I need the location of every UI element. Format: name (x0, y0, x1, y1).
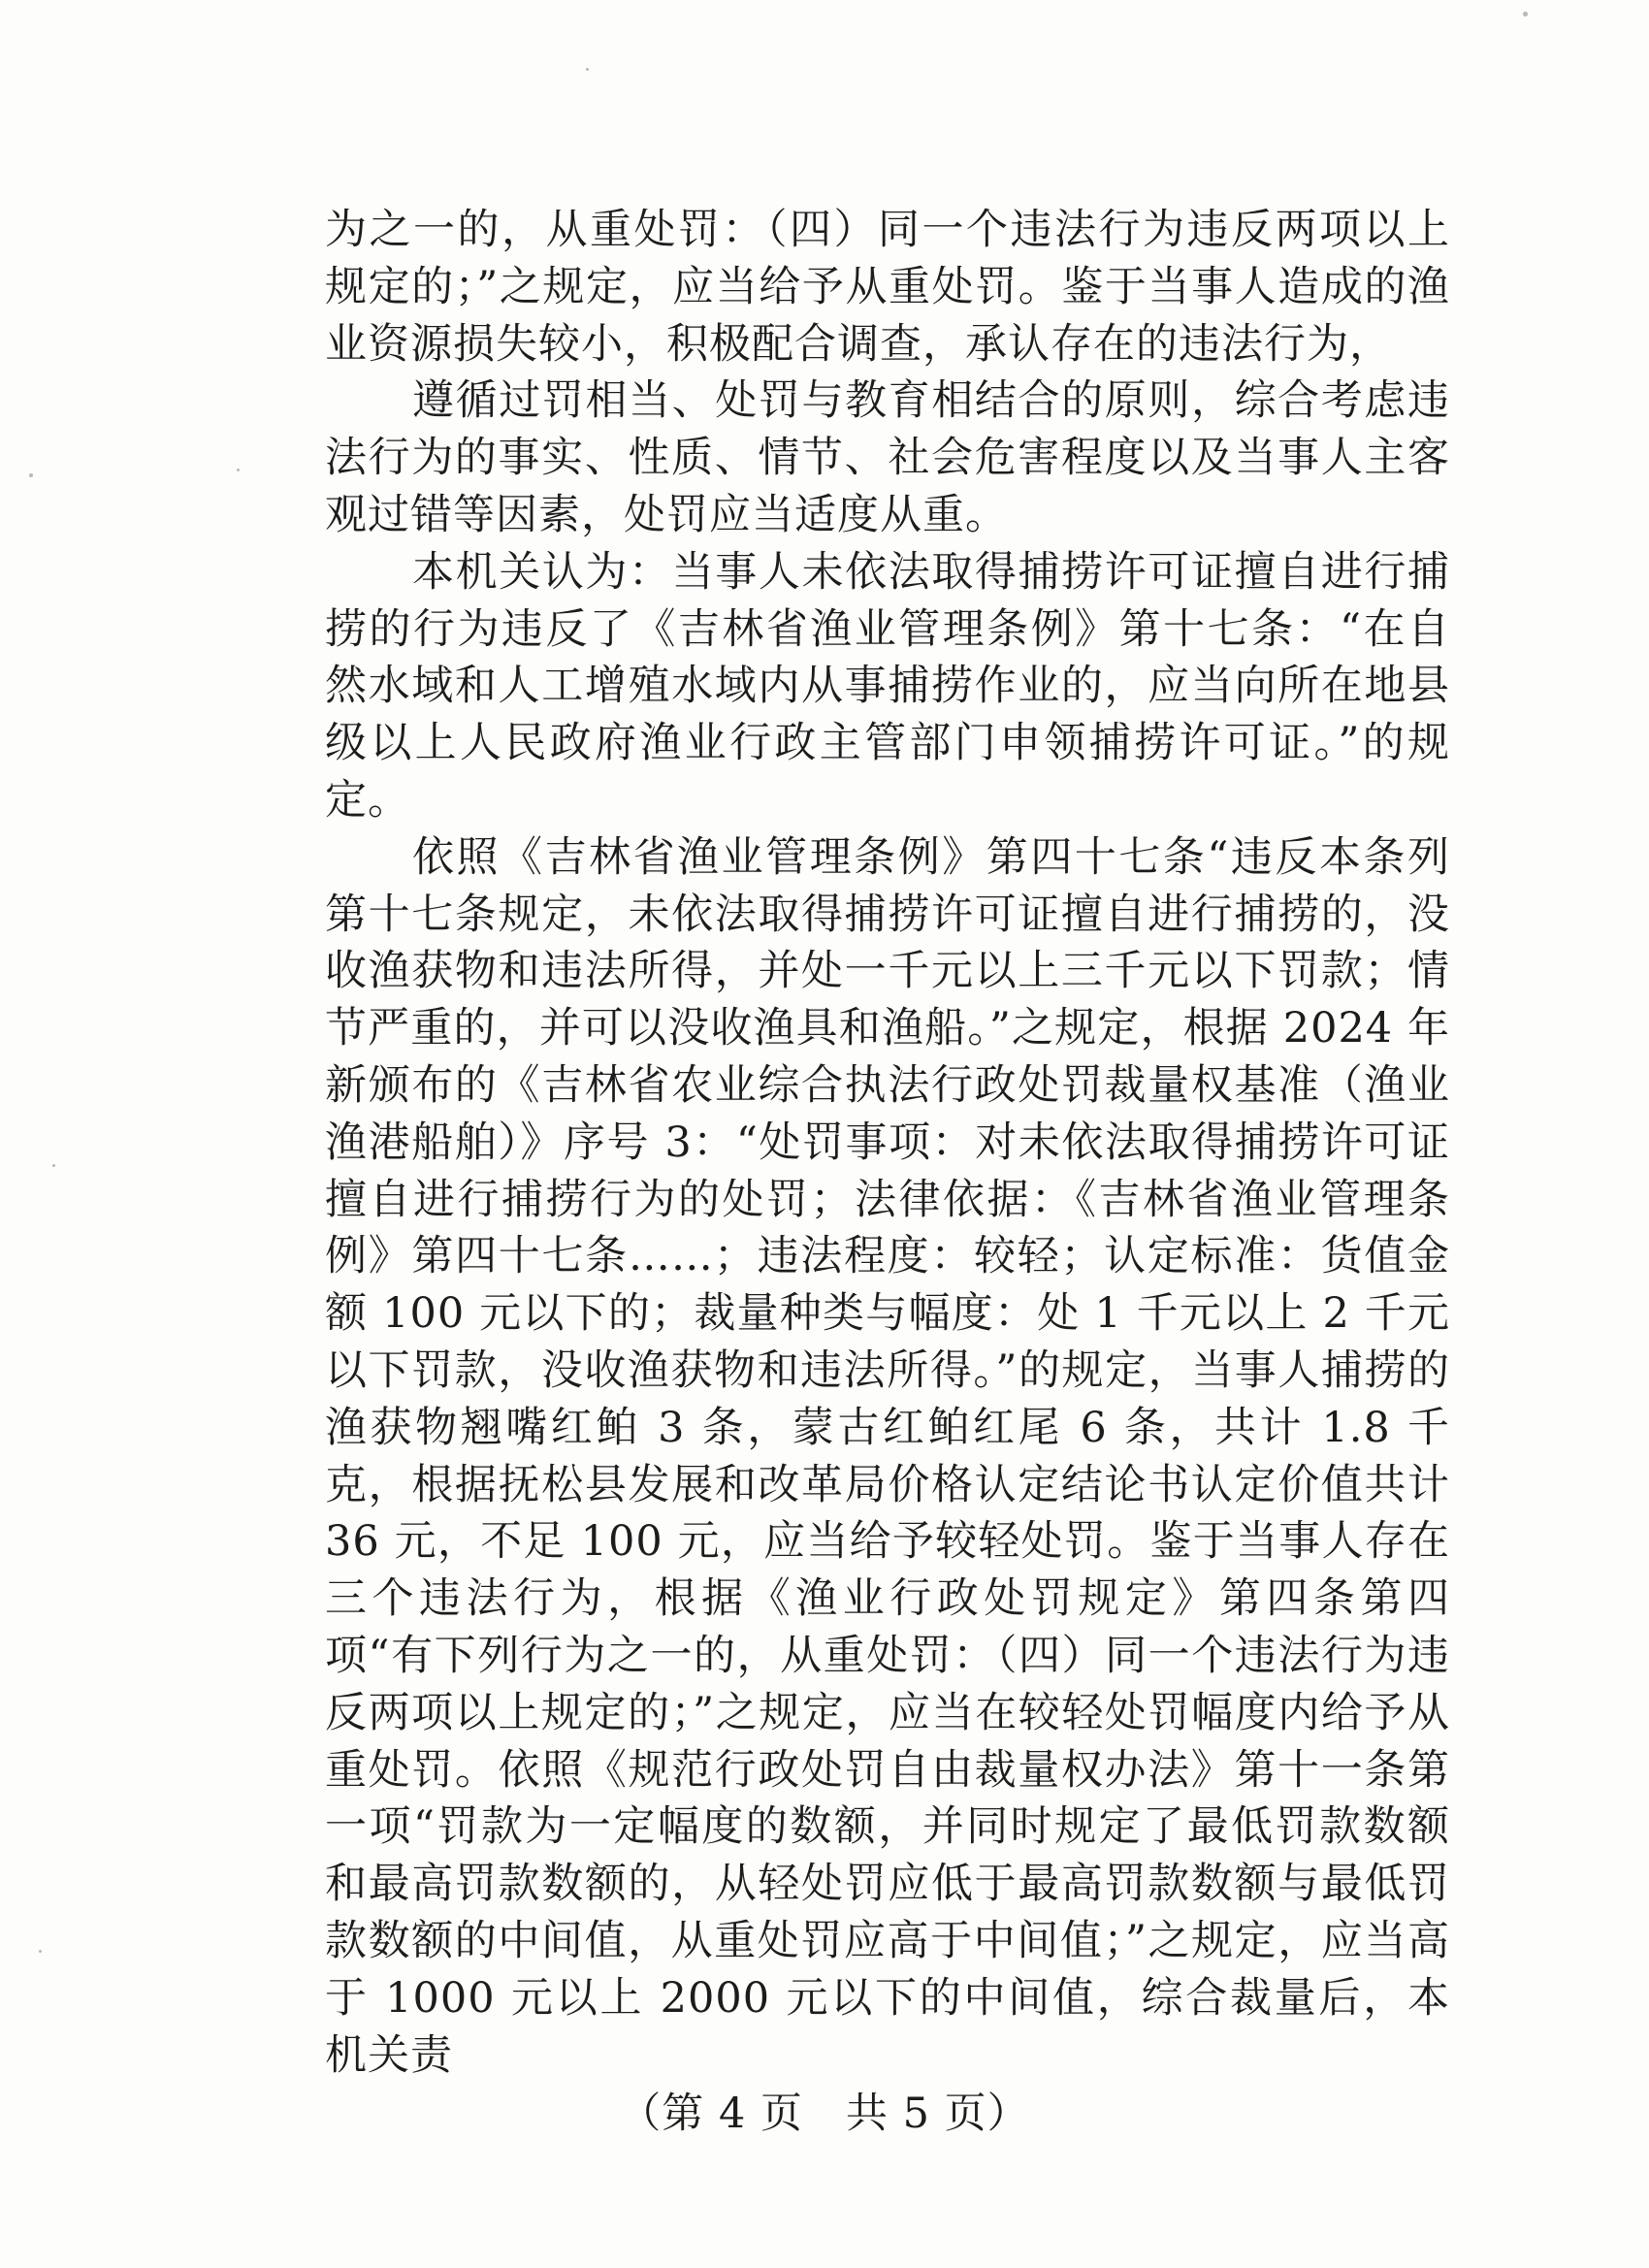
scan-speck (237, 469, 240, 471)
paragraph-principle: 遵循过罚相当、处罚与教育相结合的原则，综合考虑违法行为的事实、性质、情节、社会危害程度以及当事人主客观过错等因素，处罚应当适度从重。 (325, 376, 1450, 539)
scan-speck (29, 473, 33, 477)
paragraph-continuation: 为之一的，从重处罚：（四）同一个违法行为违反两项以上规定的；”之规定，应当给予从重处罚。鉴于当事人造成的渔业资源损失较小，积极配合调查，承认存在的违法行为， (325, 206, 1450, 369)
paragraph-legal-basis: 依照《吉林省渔业管理条例》第四十七条“违反本条列第十七条规定，未依法取得捕捞许可证擅自进行捕捞的，没收渔获物和违法所得，并处一千元以上三千元以下罚款；情节严重的，并可以没收渔具和渔船。”之规定，根据 2024 年新颁布的《吉林省农业综合执法行政处罚裁量权基准（渔业渔港船舶）》序号 3：“处罚事项：对未依法取得捕捞许可证擅自进行捕捞行为的处罚；法律依据：《吉林省渔业管理条例》第四十七条……；违法程度：较轻；认定标准：货值金额 100 元以下的；裁量种类与幅度：处 1 千元以上 2 千元以下罚款，没收渔获物和违法所得。”的规定，当事人捕捞的渔获物翘嘴红鲌 3 条，蒙古红鲌红尾 6 条，共计 1.8 千克，根据抚松县发展和改革局价格认定结论书认定价值共计 36 元，不足 100 元，应当给予较轻处罚。鉴于当事人存在三个违法行为，根据《渔业行政处罚规定》第四条第四项“有下列行为之一的，从重处罚：（四）同一个违法行为违反两项以上规定的；”之规定，应当在较轻处罚幅度内给予从重处罚。依照《规范行政处罚自由裁量权办法》第十一条第一项“罚款为一定幅度的数额，并同时规定了最低罚款数额和最高罚款数额的，从轻处罚应低于最高罚款数额与最低罚款数额的中间值，从重处罚应高于中间值；”之规定，应当高于 1000 元以上 2000 元以下的中间值，综合裁量后，本机关责 (325, 832, 1450, 2080)
scan-speck (52, 1164, 55, 1167)
paragraph-agency-finding: 本机关认为：当事人未依法取得捕捞许可证擅自进行捕捞的行为违反了《吉林省渔业管理条例》第十七条：“在自然水域和人工增殖水域内从事捕捞作业的，应当向所在地县级以上人民政府渔业行政主管部门申领捕捞许可证。”的规定。 (325, 547, 1450, 825)
document-body (325, 202, 1450, 2084)
scan-speck (1523, 12, 1528, 16)
page-number-footer: （第 4 页 共 5 页） (619, 2090, 1030, 2138)
scan-speck (39, 1950, 42, 1953)
scan-speck (586, 68, 589, 71)
